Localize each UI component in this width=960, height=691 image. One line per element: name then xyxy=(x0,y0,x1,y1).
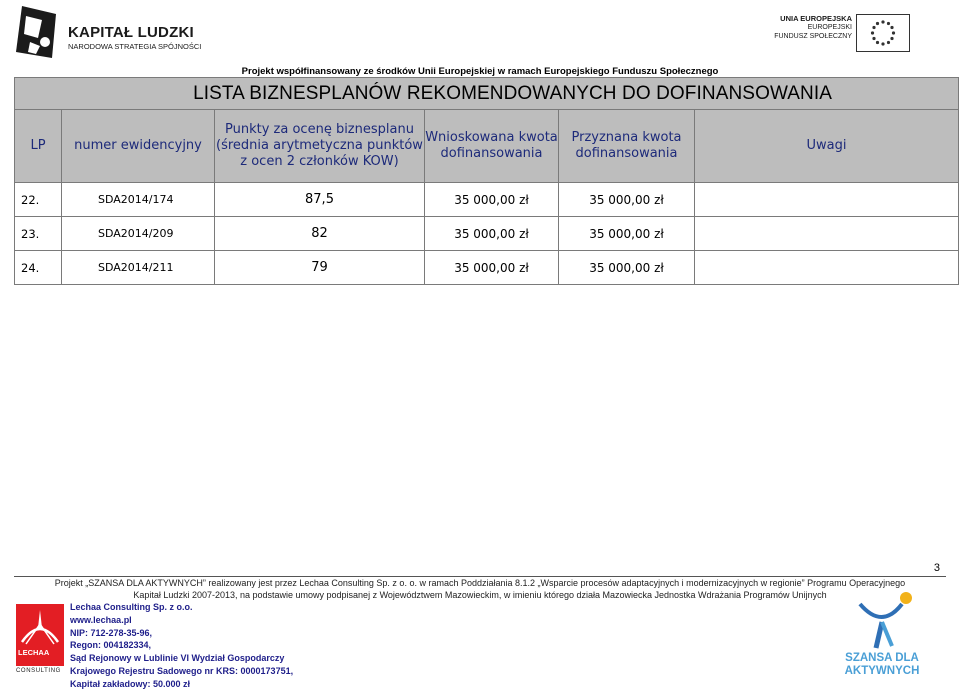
cofinance-statement: Projekt współfinansowany ze środków Unii Europejskiej w ramach Europejskiego Funduszu Społecznego xyxy=(241,66,719,77)
footer-line-1: Projekt „SZANSA DLA AKTYWNYCH” realizowany jest przez Lechaa Consulting Sp. z o. o. w ramach Poddziałania 8.1.2 „Wsparcie procesów adaptacyjnych i modernizacyjnych w regionie” Programu Operacyjnego xyxy=(54,578,906,588)
table-row xyxy=(15,251,959,285)
kapital-ludzki-emblem-icon xyxy=(12,4,60,62)
cell-points: 87,5 xyxy=(215,183,425,217)
cell-numer: SDA2014/174 xyxy=(62,183,215,217)
cell-requested: 35 000,00 zł xyxy=(425,183,559,217)
cell-points: 82 xyxy=(215,217,425,251)
eu-logo-text xyxy=(774,14,852,41)
table-title: LISTA BIZNESPLANÓW REKOMENDOWANYCH DO DOFINANSOWANIA xyxy=(15,78,959,110)
company-regon: Regon: 004182334, xyxy=(70,640,152,651)
cell-lp: 23. xyxy=(15,217,62,251)
page-number: 3 xyxy=(933,562,940,574)
cell-notes xyxy=(695,217,959,251)
company-name: Lechaa Consulting Sp. z o.o. xyxy=(70,602,193,612)
lechaa-consulting-logo xyxy=(16,604,66,678)
cell-numer: SDA2014/211 xyxy=(62,251,215,285)
table-header-row xyxy=(15,110,959,183)
cell-requested: 35 000,00 zł xyxy=(425,217,559,251)
footer-divider xyxy=(14,576,946,577)
company-capital: Kapitał zakładowy: 50.000 zł xyxy=(70,678,191,689)
table-row xyxy=(15,183,959,217)
header-granted: Przyznana kwota dofinansowania xyxy=(559,110,695,183)
eu-flag-icon xyxy=(856,14,910,52)
lechaa-bridge-icon xyxy=(16,604,64,648)
footer-line-2: Kapitał Ludzki 2007-2013, na podstawie umowy podpisanej z Województwem Mazowieckim, w imieniu którego działa Mazowiecka Jednostka Wdrażania Programów Unijnych xyxy=(133,590,827,600)
header-requested: Wnioskowana kwota dofinansowania xyxy=(425,110,559,183)
szansa-dla-aktywnych-figure-icon xyxy=(836,590,928,652)
kapital-ludzki-logo xyxy=(12,4,227,64)
eu-line-2: EUROPEJSKI xyxy=(807,24,852,31)
header-notes: Uwagi xyxy=(695,110,959,183)
szansa-dla-aktywnych-text xyxy=(836,652,928,678)
eu-line-3: FUNDUSZ SPOŁECZNY xyxy=(774,33,852,40)
cell-granted: 35 000,00 zł xyxy=(559,217,695,251)
szansa-dla-aktywnych-logo xyxy=(836,590,928,684)
company-court: Sąd Rejonowy w Lublinie VI Wydział Gospodarczy xyxy=(70,653,285,664)
cell-lp: 22. xyxy=(15,183,62,217)
cell-points: 79 xyxy=(215,251,425,285)
kapital-ludzki-title: KAPITAŁ LUDZKI xyxy=(68,24,194,41)
kapital-ludzki-subtitle: NARODOWA STRATEGIA SPÓJNOŚCI xyxy=(68,42,202,51)
eu-line-1: UNIA EUROPEJSKA xyxy=(780,14,852,23)
cell-notes xyxy=(695,251,959,285)
company-website: www.lechaa.pl xyxy=(70,614,132,625)
lechaa-logo-name: LECHAA xyxy=(18,648,50,657)
company-details xyxy=(70,601,293,691)
header-numer: numer ewidencyjny xyxy=(62,110,215,183)
header-points: Punkty za ocenę biznesplanu (średnia arytmetyczna punktów z ocen 2 członków KOW) xyxy=(215,110,425,183)
cell-numer: SDA2014/209 xyxy=(62,217,215,251)
cell-lp: 24. xyxy=(15,251,62,285)
company-nip: NIP: 712-278-35-96, xyxy=(70,627,153,638)
cell-granted: 35 000,00 zł xyxy=(559,183,695,217)
cell-requested: 35 000,00 zł xyxy=(425,251,559,285)
lechaa-logo-box xyxy=(16,604,64,666)
recommended-business-plans-table xyxy=(14,77,959,285)
company-krs: Krajowego Rejestru Sadowego nr KRS: 0000173751, xyxy=(70,665,294,676)
sda-line-1: SZANSA DLA xyxy=(845,652,919,664)
table-title-row xyxy=(15,78,959,110)
table-row xyxy=(15,217,959,251)
cell-notes xyxy=(695,183,959,217)
lechaa-logo-consulting: CONSULTING xyxy=(16,668,61,674)
sda-line-2: AKTYWNYCH xyxy=(844,665,920,677)
eu-logo xyxy=(770,14,910,56)
cell-granted: 35 000,00 zł xyxy=(559,251,695,285)
header-lp: LP xyxy=(15,110,62,183)
